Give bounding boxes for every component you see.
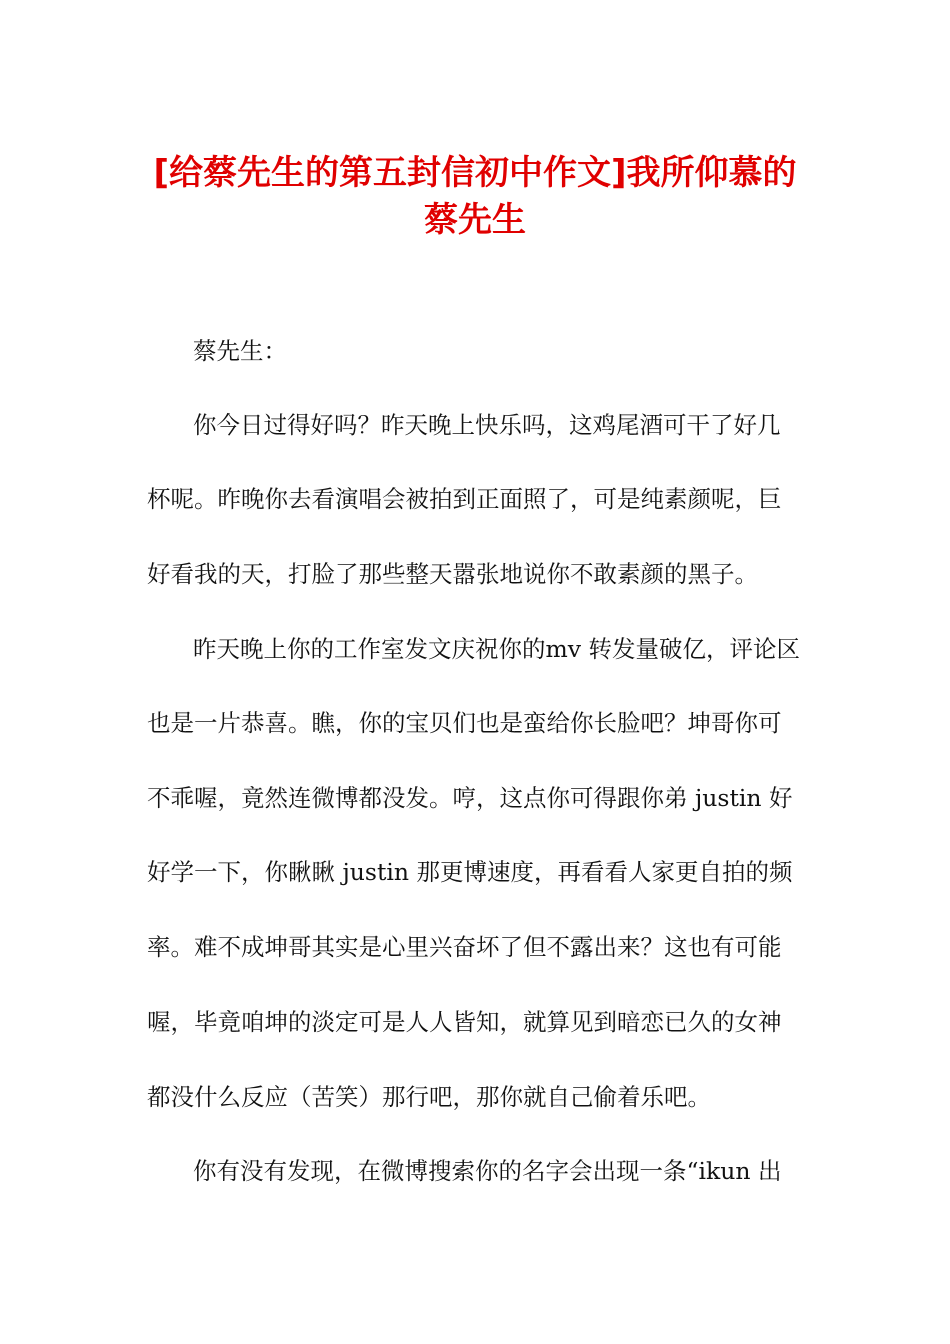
paragraph-2-line-7: 都没什么反应（苦笑）那行吧，那你就自己偷着乐吧。 — [147, 1083, 711, 1111]
salutation: 蔡先生： — [193, 337, 287, 365]
document-title-line-1: [给蔡先生的第五封信初中作文]我所仰慕的 — [153, 153, 797, 193]
paragraph-2-line-6: 喔，毕竟咱坤的淡定可是人人皆知，就算见到暗恋已久的女神 — [147, 1008, 782, 1036]
paragraph-2-line-3: 不乖喔，竟然连微博都没发。哼，这点你可得跟你弟 justin 好 — [147, 784, 793, 812]
paragraph-2-line-2: 也是一片恭喜。瞧，你的宝贝们也是蛮给你长脸吧？坤哥你可 — [147, 709, 782, 737]
paragraph-1-line-1: 你今日过得好吗？昨天晚上快乐吗，这鸡尾酒可干了好几 — [193, 411, 781, 439]
paragraph-2-line-1: 昨天晚上你的工作室发文庆祝你的mv 转发量破亿，评论区 — [193, 635, 801, 663]
paragraph-2-line-5: 率。难不成坤哥其实是心里兴奋坏了但不露出来？这也有可能 — [147, 933, 782, 961]
paragraph-2-line-4: 好学一下，你瞅瞅 justin 那更博速度，再看看人家更自拍的频 — [147, 858, 793, 886]
paragraph-1-line-2: 杯呢。昨晚你去看演唱会被拍到正面照了，可是纯素颜呢，巨 — [147, 485, 782, 513]
document-title-line-2: 蔡先生 — [424, 200, 526, 240]
paragraph-1-line-3: 好看我的天，打脸了那些整天嚣张地说你不敢素颜的黑子。 — [147, 560, 758, 588]
paragraph-3-line-1: 你有没有发现，在微博搜索你的名字会出现一条“ikun 出 — [193, 1157, 782, 1185]
